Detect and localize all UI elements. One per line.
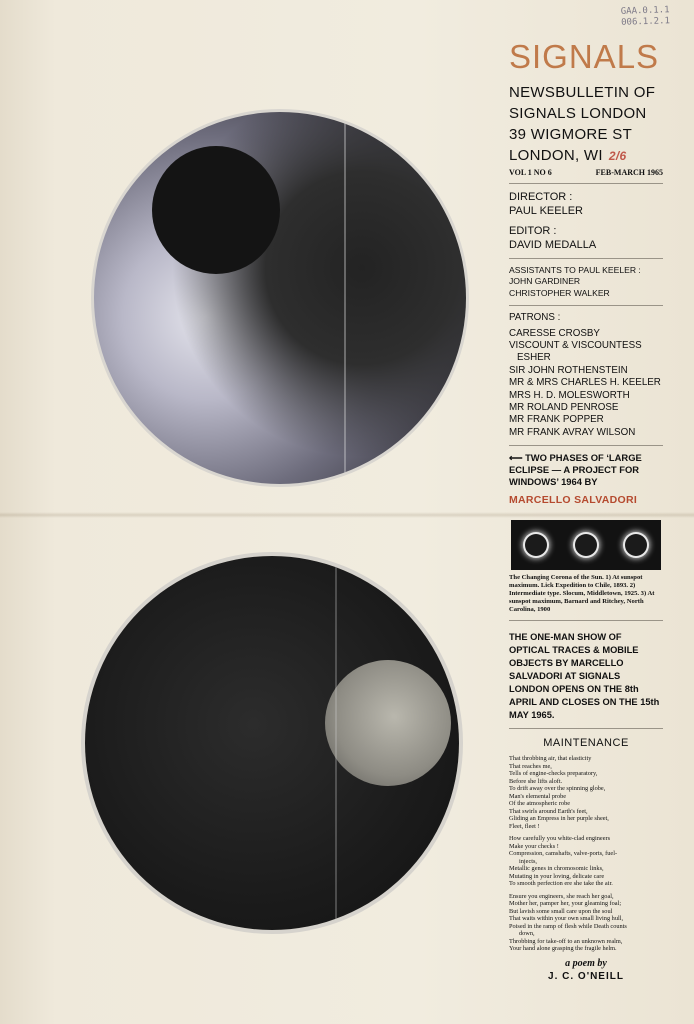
poem-line: Compression, camshafts, valve-ports, fuel- <box>509 850 618 858</box>
poem-line: Metallic genes in chromosomic links, <box>509 865 604 873</box>
poem-line: Gliding an Empress in her purple sheet, <box>509 815 609 823</box>
patron-name: MR FRANK POPPER <box>509 414 604 426</box>
poem-body <box>509 755 663 953</box>
image-crease-2 <box>335 556 337 930</box>
volume: VOL 1 NO 6 <box>509 168 552 177</box>
feature-caption <box>509 452 663 488</box>
patrons-list <box>509 312 663 439</box>
poem-line: To smooth perfection ere she take the air. <box>509 880 613 888</box>
editor-name: DAVID MEDALLA <box>509 239 597 251</box>
price: 2/6 <box>608 149 627 163</box>
poem-line: To drift away over the spinning globe, <box>509 785 606 793</box>
corona-sun-2 <box>575 534 597 556</box>
artist-name: MARCELLO SALVADORI <box>509 494 638 507</box>
poem-byline: a poem by <box>565 957 607 969</box>
archive-marks <box>621 5 671 29</box>
image-crease-1 <box>344 112 346 484</box>
poem-author: J. C. O'NEILL <box>548 970 624 982</box>
poem-line: That reaches me, <box>509 762 552 770</box>
exhibition-announcement: THE ONE-MAN SHOW OF OPTICAL TRACES & MOBILE OBJECTS BY MARCELLO SALVADORI AT SIGNALS LONDON OPENS ON THE 8th APRIL AND CLOSES ON THE 15th MAY 1965. <box>509 632 660 721</box>
patron-name: MR & MRS CHARLES H. KEELER <box>509 377 661 389</box>
poem-line: Throbbing for take-off to an unknown realm, <box>509 937 623 945</box>
feature-line-3: WINDOWS’ 1964 BY <box>509 476 598 488</box>
left-arrow-icon: ⟵ <box>509 452 523 464</box>
editor-label: EDITOR : <box>509 225 557 237</box>
poem-stanza-2 <box>509 835 663 888</box>
archive-mark-1: GAA.0.1.1 <box>620 5 670 17</box>
subtitle-line-2: SIGNALS LONDON <box>509 105 647 122</box>
archive-mark-2: 006.1.2.1 <box>621 16 671 28</box>
patron-name: VISCOUNT & VISCOUNTESS <box>509 340 642 352</box>
divider <box>509 620 663 621</box>
poem-stanza-3 <box>509 893 663 953</box>
poem-line: That throbbing air, that elasticity <box>509 755 592 763</box>
poem-line: Your hand alone grasping the fragile helm. <box>509 945 617 953</box>
eclipse-inner-disc-2 <box>325 660 451 786</box>
poem-line: Before she lifts aloft. <box>509 777 563 785</box>
patron-name: SIR JOHN ROTHENSTEIN <box>509 364 628 376</box>
poem-stanza-1 <box>509 755 663 830</box>
poem-line: Of the atmospheric robe <box>509 800 571 808</box>
subtitle-line-4 <box>509 145 663 167</box>
divider <box>509 258 663 259</box>
poem-line: Man's elemental probe <box>509 792 567 800</box>
divider <box>509 728 663 729</box>
poem-title: MAINTENANCE <box>543 737 629 750</box>
assistant-name: JOHN GARDINER <box>509 276 581 287</box>
subtitle-line-3: 39 WIGMORE ST <box>509 126 633 143</box>
masthead-subtitle <box>509 82 663 167</box>
corona-caption: The Changing Corona of the Sun. 1) At sunspot maximum. Lick Expedition to Chile, 1893. 2) Intermediate type. Slocum, Middletown, 1925. 3) At sunspot maximum, Barnard and Ritchey, North Carolina, 1900 <box>509 574 655 614</box>
director-label: DIRECTOR : <box>509 191 573 203</box>
masthead-title: SIGNALS <box>509 38 660 75</box>
patron-name: MR ROLAND PENROSE <box>509 402 619 414</box>
poem-line: How carefully you white-clad engineers <box>509 835 611 843</box>
assistant-name: CHRISTOPHER WALKER <box>509 287 610 298</box>
feature-line-2: ECLIPSE — A PROJECT FOR <box>509 464 640 476</box>
director-name: PAUL KEELER <box>509 205 583 217</box>
subtitle-line-1: NEWSBULLETIN OF <box>509 84 656 101</box>
divider <box>509 445 663 446</box>
issue-line <box>509 168 663 177</box>
eclipse-image-phase-2 <box>85 556 459 930</box>
assistants-label: ASSISTANTS TO PAUL KEELER : <box>509 265 641 275</box>
feature-line-1: ⟵ TWO PHASES OF ‘LARGE <box>509 452 642 464</box>
poem-line: down, <box>519 930 535 938</box>
corona-photo <box>511 520 661 570</box>
corona-sun-1 <box>525 534 547 556</box>
poem-line: But lavish some small care upon the soul <box>509 907 613 915</box>
poem-line: Mother her, pamper her, your gleaming foal; <box>509 900 622 908</box>
eclipse-image-phase-1 <box>94 112 466 484</box>
divider <box>509 183 663 184</box>
poem-line: Make your checks ! <box>509 842 559 850</box>
poem-line: Fleet, fleet ! <box>509 822 540 830</box>
patron-name: CARESSE CROSBY <box>509 327 600 339</box>
divider <box>509 305 663 306</box>
poem-line: That swirls around Earth's feet, <box>509 807 588 815</box>
text-column <box>509 40 663 982</box>
patrons-label: PATRONS : <box>509 312 561 324</box>
corona-sun-3 <box>625 534 647 556</box>
poem-line: That waits within your own small living hull, <box>509 915 624 923</box>
poem-line: Mutating in your loving, delicate care <box>509 872 605 880</box>
patron-name: MR FRANK AVRAY WILSON <box>509 426 636 438</box>
poem-line: Ensure you engineers, she reach her goal, <box>509 892 614 900</box>
poem-line: injects, <box>519 857 538 865</box>
poem-line: Tells of engine-checks preparatory, <box>509 770 598 778</box>
issue-date: FEB-MARCH 1965 <box>595 168 663 177</box>
patron-name: ESHER <box>517 352 551 364</box>
address-city: LONDON, WI <box>509 147 603 164</box>
patron-name: MRS H. D. MOLESWORTH <box>509 389 630 401</box>
eclipse-inner-disc-1 <box>152 146 280 274</box>
poem-line: Poised in the ramp of flesh while Death counts <box>509 922 627 930</box>
